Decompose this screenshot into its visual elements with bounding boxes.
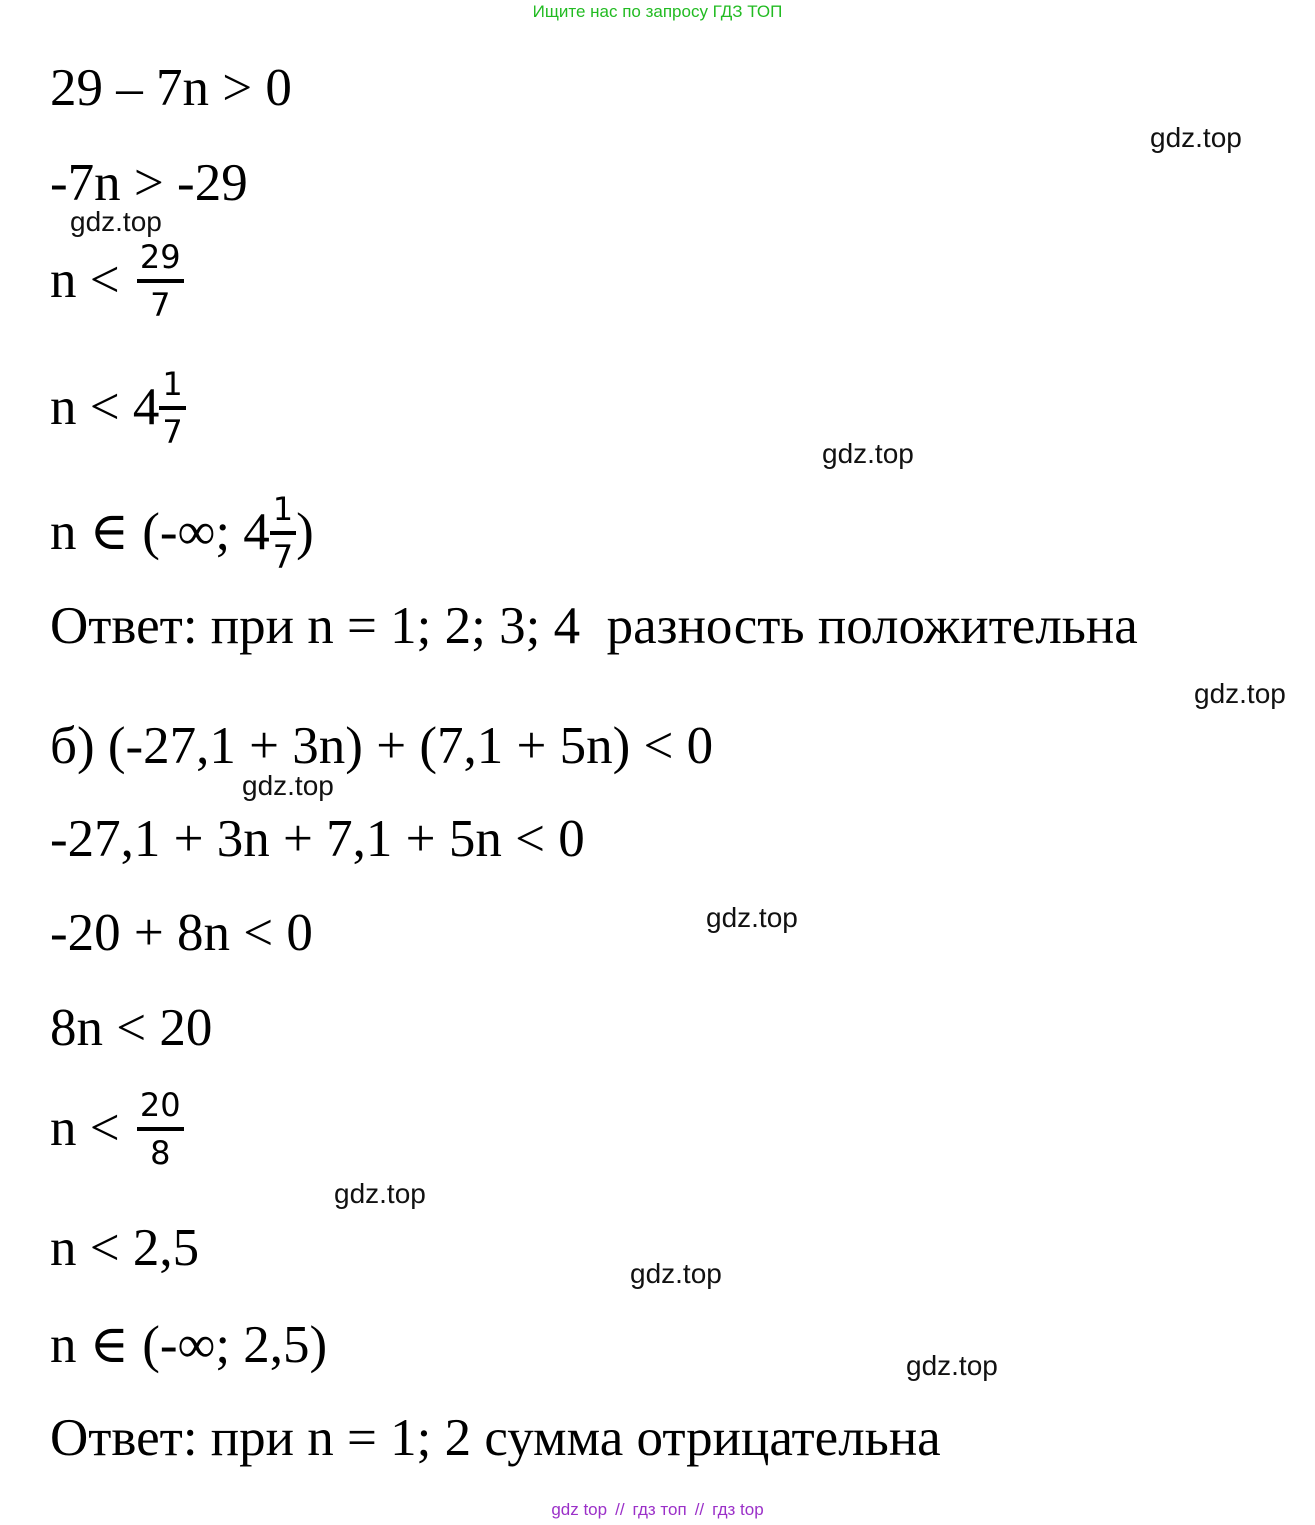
equation-line-8: -27,1 + 3n + 7,1 + 5n < 0 — [50, 810, 585, 868]
equation-line-10: 8n < 20 — [50, 999, 213, 1057]
answer-line-2: Ответ: при n = 1; 2 сумма отрицательна — [50, 1409, 941, 1467]
inequality-lhs: n < — [50, 1099, 133, 1158]
fraction — [270, 490, 296, 576]
fraction — [137, 1086, 184, 1172]
fraction-numerator: 29 — [137, 241, 184, 283]
watermark: gdz.top — [242, 770, 334, 801]
watermark: gdz.top — [706, 902, 798, 933]
equation-line-5 — [50, 490, 314, 577]
fraction — [159, 365, 185, 451]
watermark: gdz.top — [822, 438, 914, 469]
watermark: gdz.top — [906, 1350, 998, 1381]
watermark: gdz.top — [70, 206, 162, 237]
watermark: gdz.top — [630, 1258, 722, 1289]
fraction-denominator: 8 — [150, 1134, 171, 1172]
inequality-lhs: n < 4 — [50, 378, 160, 437]
interval-rhs: ) — [296, 503, 314, 562]
equation-line-9: -20 + 8n < 0 — [50, 904, 313, 962]
fraction-numerator: 20 — [137, 1089, 184, 1131]
watermark: gdz.top — [1194, 678, 1286, 709]
answer-line-1: Ответ: при n = 1; 2; 3; 4 разность положительна — [50, 597, 1138, 655]
part-b-title: б) (-27,1 + 3n) + (7,1 + 5n) < 0 — [50, 717, 714, 775]
footer-separator: // — [694, 1500, 705, 1519]
watermark: gdz.top — [334, 1178, 426, 1209]
footer-separator: // — [615, 1500, 625, 1519]
watermark: gdz.top — [1150, 122, 1242, 153]
equation-line-12: n < 2,5 — [50, 1219, 200, 1277]
inequality-lhs: n < — [50, 251, 133, 310]
fraction — [137, 238, 184, 324]
fraction-denominator: 7 — [162, 413, 183, 451]
top-banner: Ищите нас по запросу ГДЗ ТОП — [532, 2, 783, 21]
equation-line-11 — [50, 1086, 184, 1173]
equation-line-4 — [50, 365, 186, 452]
footer-link[interactable]: гдз top — [712, 1500, 764, 1519]
fraction-denominator: 7 — [150, 286, 171, 324]
equation-line-2: -7n > -29 — [50, 154, 248, 212]
footer-link[interactable]: гдз топ — [632, 1500, 687, 1519]
fraction-denominator: 7 — [272, 538, 294, 576]
equation-line-3 — [50, 238, 184, 325]
fraction-numerator: 1 — [270, 493, 296, 535]
equation-line-1: 29 – 7n > 0 — [50, 59, 292, 117]
footer-links — [0, 1500, 1315, 1520]
fraction-numerator: 1 — [159, 368, 185, 410]
interval-lhs: n ∈ (-∞; 4 — [50, 503, 270, 562]
footer-link[interactable]: gdz top — [551, 1500, 608, 1519]
equation-line-13: n ∈ (-∞; 2,5) — [50, 1316, 328, 1374]
